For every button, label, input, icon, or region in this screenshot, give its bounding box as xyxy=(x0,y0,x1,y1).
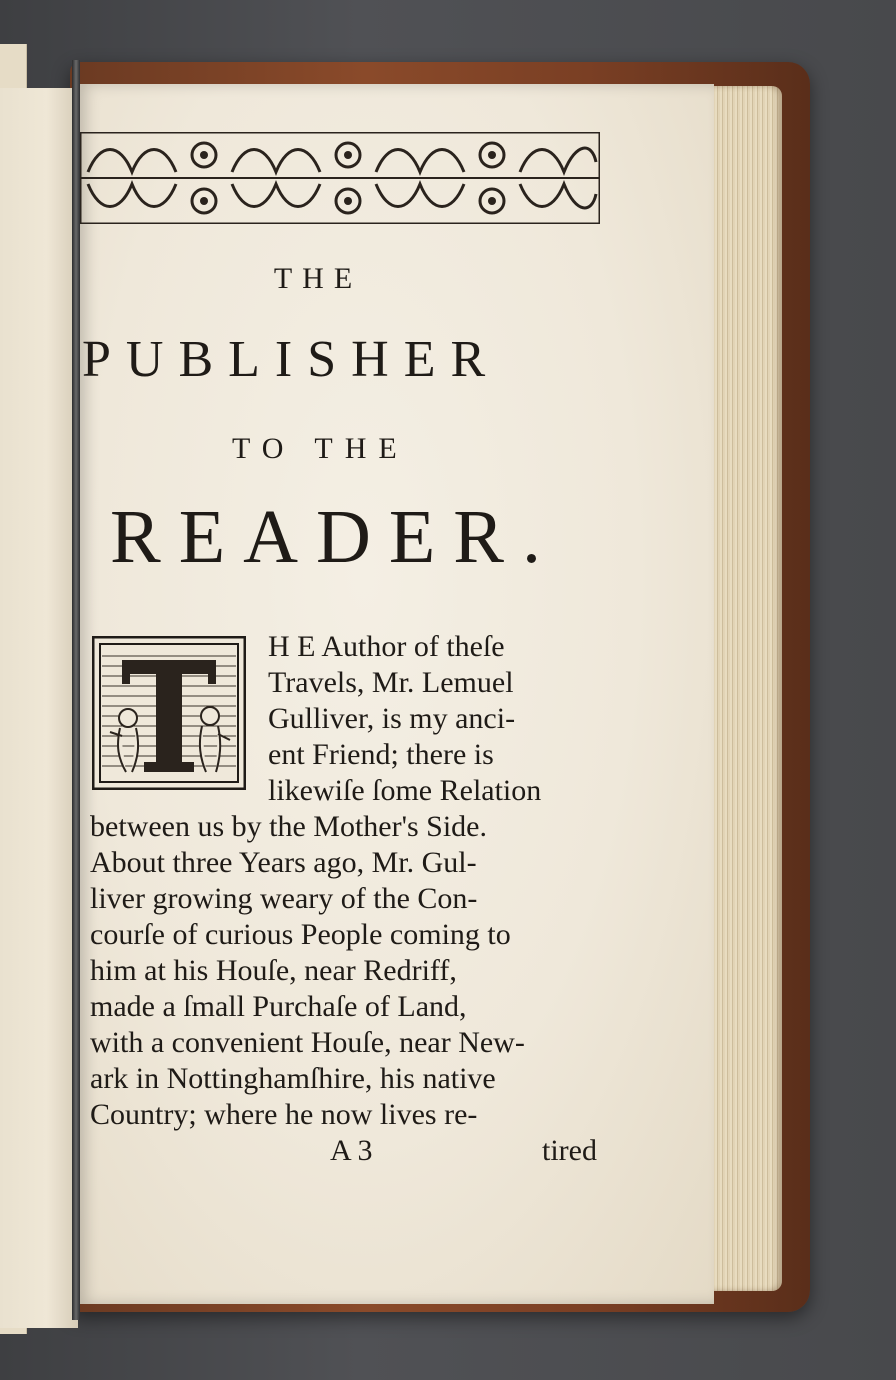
text-line-8: liver growing weary of the Con- xyxy=(90,882,478,915)
text-line-9: courſe of curious People coming to xyxy=(90,918,511,951)
text-line-14: Country; where he now lives re- xyxy=(90,1098,478,1131)
text-line-6: between us by the Mother's Side. xyxy=(90,810,488,843)
text-line-2: Travels, Mr. Lemuel xyxy=(268,666,514,699)
text-line-4: ent Friend; there is xyxy=(268,738,494,771)
catchword: tired xyxy=(542,1134,597,1167)
text-line-1 xyxy=(268,630,608,664)
text-line-11: made a ſmall Purchaſe of Land, xyxy=(90,990,467,1023)
text-line-3: Gulliver, is my anci- xyxy=(268,702,516,735)
floral-headpiece-ornament-icon xyxy=(80,132,600,224)
title-reader: READER. xyxy=(110,495,559,579)
title-the: THE xyxy=(273,262,363,295)
signature-mark: A 3 xyxy=(330,1134,373,1167)
text-line-13: ark in Nottinghamſhire, his native xyxy=(90,1062,496,1095)
text-line-7: About three Years ago, Mr. Gul- xyxy=(90,846,477,879)
page-gutter xyxy=(72,60,80,1320)
illustrated-drop-cap-icon xyxy=(92,636,246,790)
title-publisher: PUBLISHER xyxy=(82,331,501,388)
text-line-10: him at his Houſe, near Redriff, xyxy=(90,954,457,987)
text-line-5: likewiſe ſome Relation xyxy=(268,774,542,807)
text-line-1-content: H E Author of theſe xyxy=(268,630,505,663)
text-line-12: with a convenient Houſe, near New- xyxy=(90,1026,525,1059)
title-to-the: TO THE xyxy=(232,432,409,465)
